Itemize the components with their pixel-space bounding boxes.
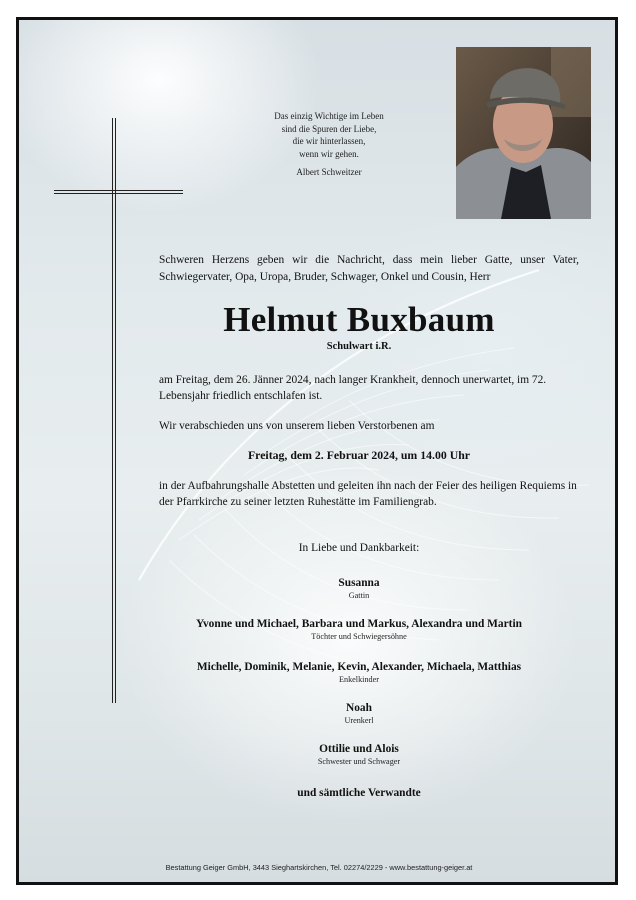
death-notice-text: am Freitag, dem 26. Jänner 2024, nach langer Krankheit, dennoch unerwartet, im 72. Lebensjahr friedlich entschlafen ist. <box>159 374 547 402</box>
mourner-relation: Gattin <box>348 591 370 600</box>
mourner-group <box>159 742 559 767</box>
cross-horizontal-beam <box>54 190 183 194</box>
quote-line: Das einzig Wichtige im Leben <box>274 111 384 121</box>
ceremony-text: in der Aufbahrungshalle Abstetten und geleiten ihn nach der Feier des heiligen Requiems in der Pfarrkirche zu seiner letzten Ruhestätte im Familiengrab. <box>159 480 577 508</box>
deceased-name: Helmut Buxbaum <box>223 300 495 339</box>
quote-author: Albert Schweitzer <box>296 167 362 177</box>
mourner-relation: Urenkerl <box>344 716 374 725</box>
announcement-intro: Schweren Herzens geben wir die Nachricht, dass mein lieber Gatte, unser Vater, Schwiegervater, Opa, Uropa, Bruder, Schwager, Onkel und Cousin, Herr <box>159 254 579 283</box>
mourner-names: Noah <box>346 702 372 714</box>
deceased-title: Schulwart i.R. <box>326 341 392 352</box>
quote-line: sind die Spuren der Liebe, <box>281 123 377 134</box>
farewell-text: Wir verabschieden uns von unserem lieben Verstorbenen am <box>159 420 435 432</box>
mourner-relation: Enkelkinder <box>338 675 379 684</box>
mourner-group <box>159 617 559 642</box>
memorial-quote <box>234 110 424 179</box>
mourner-relation: Schwester und Schwager <box>317 757 401 766</box>
obituary-card <box>16 17 618 885</box>
thanks-line: In Liebe und Dankbarkeit: <box>298 542 420 554</box>
mourner-names: Ottilie und Alois <box>319 743 399 755</box>
mourner-group <box>159 576 559 601</box>
quote-line: die wir hinterlassen, <box>292 136 366 146</box>
mourner-group <box>159 660 559 685</box>
mourner-relation: Töchter und Schwiegersöhne <box>311 632 407 641</box>
quote-line: wenn wir gehen. <box>299 148 359 159</box>
mourner-names: Susanna <box>338 577 380 589</box>
mourner-names: Yvonne und Michael, Barbara und Markus, Alexandra und Martin <box>196 618 522 630</box>
mourner-group <box>159 786 559 800</box>
cross-vertical-beam <box>112 118 116 703</box>
mourner-names: Michelle, Dominik, Melanie, Kevin, Alexander, Michaela, Matthias <box>196 661 522 673</box>
mourner-names: und sämtliche Verwandte <box>297 787 421 799</box>
funeral-home-footer: Bestattung Geiger GmbH, 3443 Sieghartskirchen, Tel. 02274/2229 - www.bestattung-geiger.at <box>165 863 473 872</box>
funeral-date: Freitag, dem 2. Februar 2024, um 14.00 Uhr <box>247 448 471 462</box>
portrait-photo <box>456 47 591 219</box>
mourner-group <box>159 701 559 726</box>
